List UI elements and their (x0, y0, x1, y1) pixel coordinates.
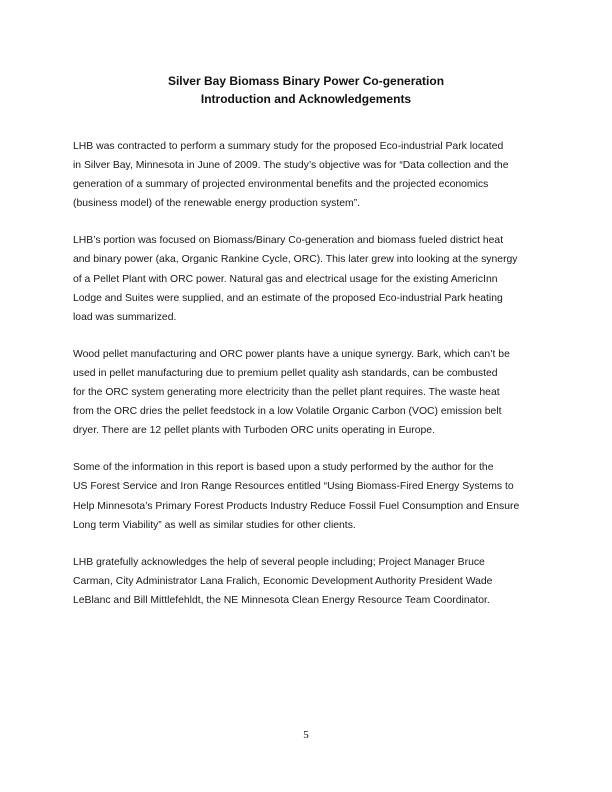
document-title (72, 72, 540, 108)
paragraph-study-overview (73, 137, 543, 213)
paragraph-lhb-portion (73, 231, 543, 326)
text-line: Carman, City Administrator Lana Fralich, Economic Development Authority President Wade (73, 575, 493, 587)
text-line: of a Pellet Plant with ORC power. Natural gas and electrical usage for the existing AmericInn (73, 273, 498, 285)
text-line: US Forest Service and Iron Range Resources entitled “Using Biomass-Fired Energy Systems to (73, 481, 514, 493)
page-number: 5 (303, 729, 309, 741)
text-line: LeBlanc and Bill Mittlefehldt, the NE Minnesota Clean Energy Resource Team Coordinator. (73, 594, 490, 606)
paragraph-source-study (73, 458, 543, 534)
text-line: Lodge and Suites were supplied, and an estimate of the proposed Eco-industrial Park heating (73, 292, 503, 304)
text-line: Wood pellet manufacturing and ORC power plants have a unique synergy. Bark, which can’t be (73, 348, 510, 360)
text-line: LHB’s portion was focused on Biomass/Binary Co-generation and biomass fueled district heat (73, 235, 504, 247)
text-line: and binary power (aka, Organic Rankine Cycle, ORC). This later grew into looking at the synergy (73, 254, 518, 266)
paragraph-acknowledgements (73, 553, 543, 610)
text-line: for the ORC system generating more electricity than the pellet plant requires. The waste heat (73, 387, 500, 399)
text-line: Help Minnesota’s Primary Forest Products Industry Reduce Fossil Fuel Consumption and Ensure (73, 500, 520, 512)
text-line: (business model) of the renewable energy production system”. (73, 198, 361, 210)
subtitle-line: Introduction and Acknowledgements (200, 92, 412, 106)
paragraph-pellet-orc-synergy (73, 345, 543, 440)
text-line: from the ORC dries the pellet feedstock in a low Volatile Organic Carbon (VOC) emission belt (73, 406, 502, 418)
body-text (73, 137, 543, 628)
text-line: in Silver Bay, Minnesota in June of 2009. The study’s objective was for “Data collection and the (73, 160, 509, 172)
text-line: generation of a summary of projected environmental benefits and the projected economics (73, 179, 489, 191)
text-line: load was summarized. (73, 311, 177, 323)
text-line: LHB was contracted to perform a summary study for the proposed Eco-industrial Park located (73, 141, 504, 152)
text-line: dryer. There are 12 pellet plants with Turboden ORC units operating in Europe. (73, 425, 435, 437)
text-line: Some of the information in this report is based upon a study performed by the author for the (73, 462, 494, 474)
text-line: LHB gratefully acknowledges the help of several people including; Project Manager Bruce (73, 556, 485, 568)
text-line: Long term Viability” as well as similar studies for other clients. (73, 519, 356, 531)
text-line: used in pellet manufacturing due to premium pellet quality ash standards, can be combusted (73, 367, 498, 379)
title-line: Silver Bay Biomass Binary Power Co-generation (167, 74, 445, 88)
